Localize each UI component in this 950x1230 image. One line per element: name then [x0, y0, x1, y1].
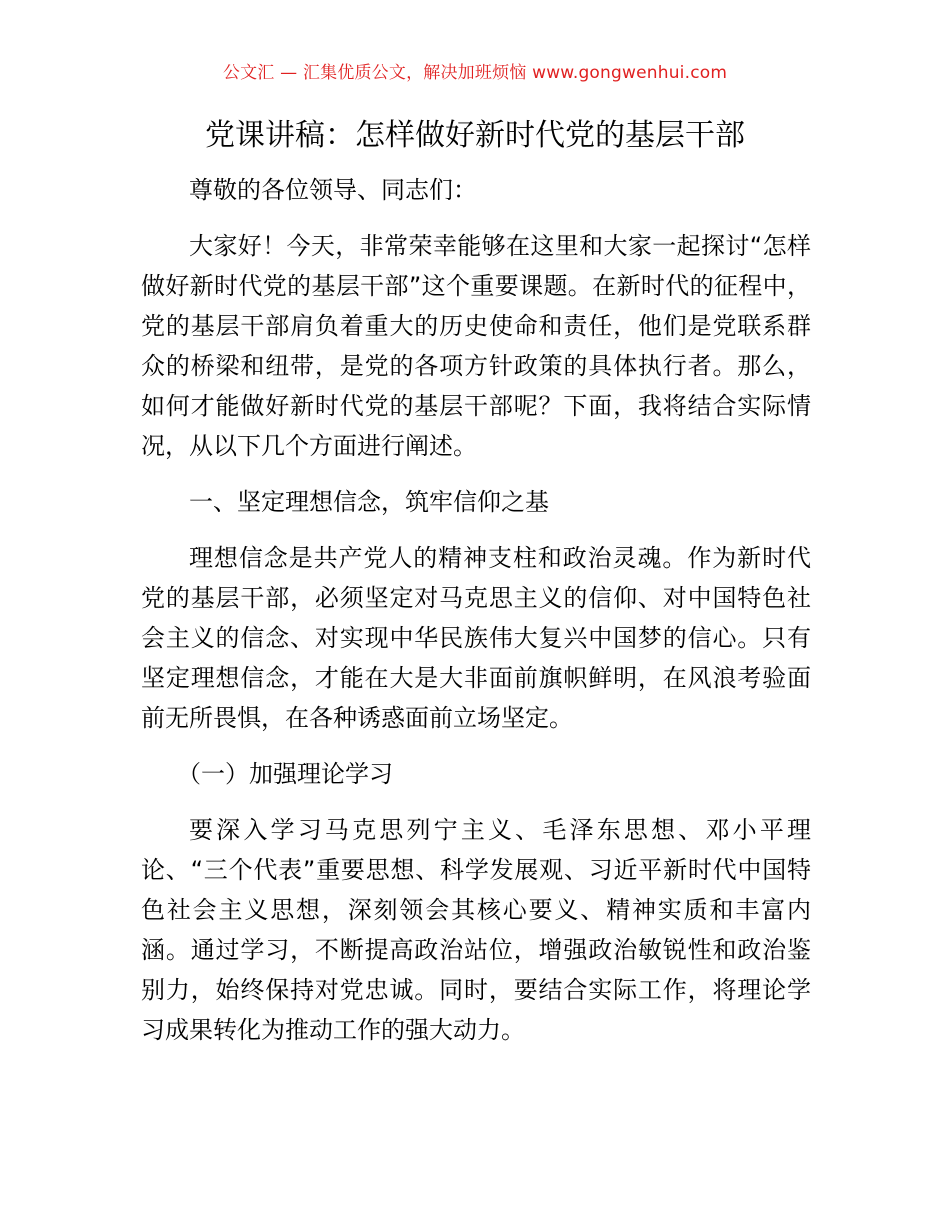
site-banner: 公文汇 — 汇集优质公文，解决加班烦恼 www.gongwenhui.com: [222, 63, 728, 83]
section-heading: 一、坚定理想信念，筑牢信仰之基: [189, 488, 549, 516]
document-body: [141, 170, 811, 1066]
page-title: 党课讲稿：怎样做好新时代党的基层干部: [205, 118, 745, 153]
intro-paragraph: 大家好！今天，非常荣幸能够在这里和大家一起探讨“怎样做好新时代党的基层干部”这个重要课题。在新时代的征程中，党的基层干部肩负着重大的历史使命和责任，他们是党联系群众的桥梁和纽带，是党的各项方针政策的具体执行者。那么，如何才能做好新时代党的基层干部呢？下面，我将结合实际情况，从以下几个方面进行阐述。: [141, 232, 811, 460]
subsection-heading: （一）加强理论学习: [177, 760, 393, 788]
subsection-paragraph: 要深入学习马克思列宁主义、毛泽东思想、邓小平理论、“三个代表”重要思想、科学发展观、习近平新时代中国特色社会主义思想，深刻领会其核心要义、精神实质和丰富内涵。通过学习，不断提高政治站位，增强政治敏锐性和政治鉴别力，始终保持对党忠诚。同时，要结合实际工作，将理论学习成果转化为推动工作的强大动力。: [141, 816, 811, 1044]
salutation: 尊敬的各位领导、同志们：: [189, 176, 477, 204]
section-paragraph: 理想信念是共产党人的精神支柱和政治灵魂。作为新时代党的基层干部，必须坚定对马克思主义的信仰、对中国特色社会主义的信念、对实现中华民族伟大复兴中国梦的信心。只有坚定理想信念，才能在大是大非面前旗帜鲜明，在风浪考验面前无所畏惧，在各种诱惑面前立场坚定。: [141, 544, 811, 732]
